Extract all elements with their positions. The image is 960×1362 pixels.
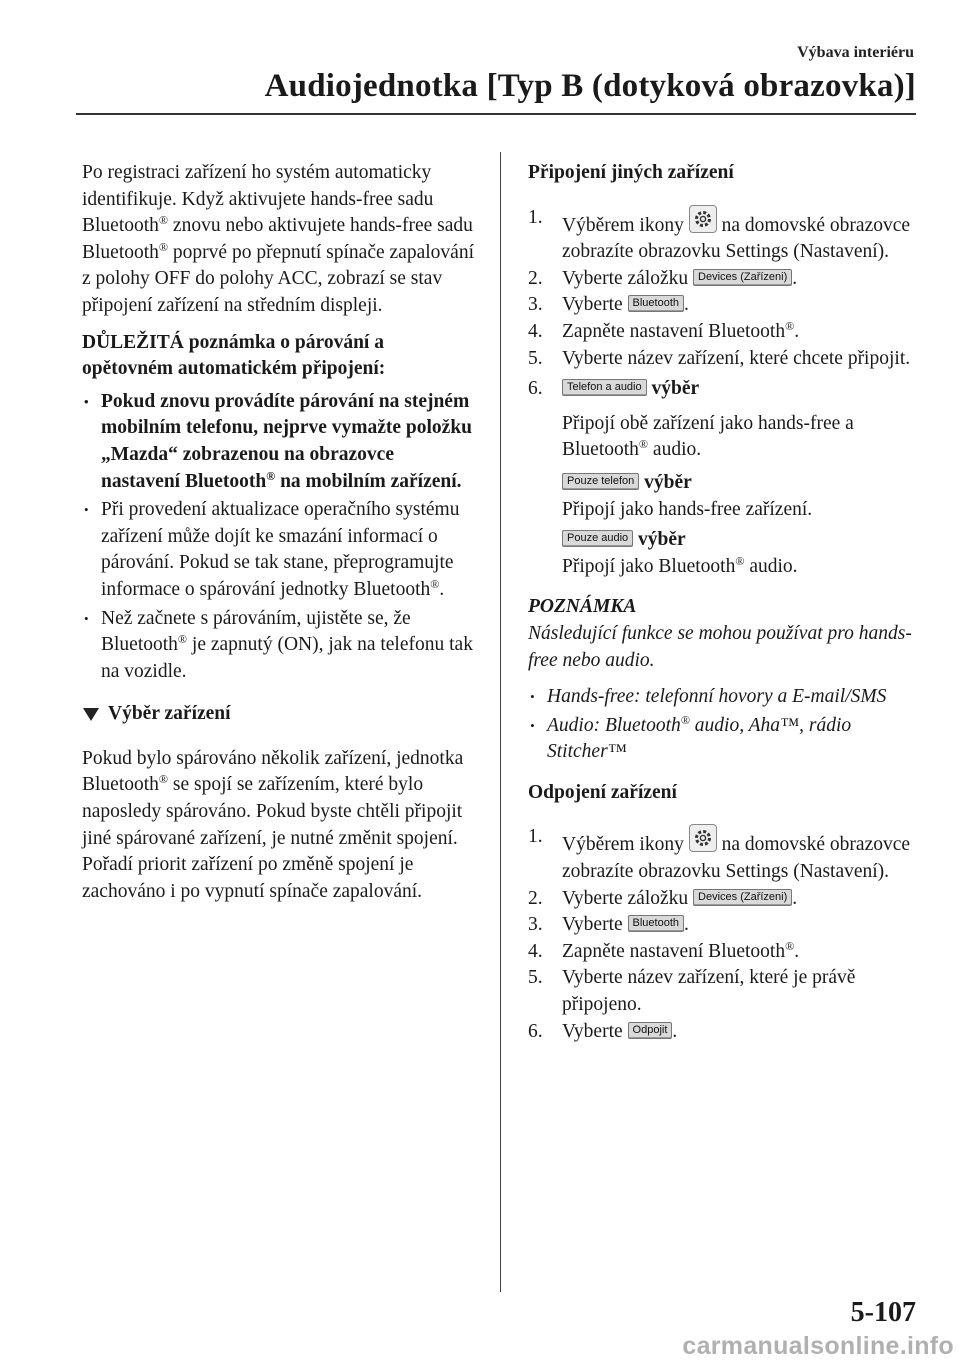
list-item: 2. Vyberte záložku Devices (Zařízeni) . (528, 887, 798, 909)
important-bullets (82, 389, 477, 686)
connect-heading: Připojení jiných zařízení (528, 162, 734, 183)
list-item: • Audio: Bluetooth® audio, Aha™, rádio Stitcher™ (528, 713, 920, 766)
intro-paragraph: Po registraci zařízení ho systém automaticky identifikuje. Když aktivujete hands-free sadu Bluetooth® znovu nebo aktivujete hands-free sadu Bluetooth® poprvé po přepnutí spínače zapalování z polohy OFF do polohy ACC, zobrazí se stav připojení zařízení na středním displeji. (82, 162, 474, 316)
bluetooth-button: Bluetooth (628, 915, 684, 932)
page-title: Audiojednotka [Typ B (dotyková obrazovka)] (264, 68, 916, 104)
note-text: Následující funkce se mohou používat pro hands-free nebo audio. (528, 622, 912, 671)
list-item: • Hands-free: telefonní hovory a E-mail/SMS (528, 684, 920, 711)
device-selection-paragraph: Pokud bylo spárováno několik zařízení, jednotka Bluetooth® se spojí se zařízením, které bylo naposledy spárováno. Pokud byste chtěli připojit jiné spárované zařízení, je nutné změnit spojení. Pořadí priorit zařízení po změně spojení je zachováno i po vypnutí spínače zapalování. (82, 747, 464, 902)
disconnect-heading: Odpojení zařízení (528, 781, 677, 803)
list-item: 6. Telefon a audio výběr (528, 378, 700, 400)
left-column (82, 160, 477, 912)
disconnect-steps (528, 824, 920, 1045)
header-rule (76, 113, 916, 115)
list-item: • Při provedení aktualizace operačního systému zařízení může dojít ke smazání informací o párování. Pokud se tak stane, přeprogramujte informace o spárování jednotky Bluetooth®. (82, 497, 477, 603)
audio-only-button: Pouze audio (562, 530, 633, 547)
header-section-label: Výbava interiéru (797, 44, 914, 61)
list-item: • Pokud znovu provádíte párování na stejném mobilním telefonu, nejprve vymažte položku „Mazda“ zobrazenou na obrazovce nastavení Bluetooth® na mobilním zařízení. (82, 389, 477, 495)
option-audio-only-desc: Připojí jako Bluetooth® audio. (562, 553, 798, 577)
list-item: 6. Vyberte Odpojit . (528, 1020, 678, 1042)
list-item: 5. Vyberte název zařízení, které je právě připojeno. (528, 967, 856, 1016)
right-column (528, 160, 920, 1053)
list-item: • Než začnete s párováním, ujistěte se, že Bluetooth® je zapnutý (ON), jak na telefonu tak na vozidle. (82, 606, 477, 686)
connect-steps (528, 205, 920, 403)
list-item: 3. Vyberte Bluetooth . (528, 914, 689, 936)
watermark: carmanualsonline.info (682, 1332, 954, 1360)
option-phone-only: Pouze telefon výběr (528, 470, 920, 497)
important-note-heading: DŮLEŽITÁ poznámka o párování a opětovném automatickém připojení: (82, 331, 386, 380)
list-item: 4. Zapněte nastavení Bluetooth®. (528, 318, 800, 342)
disconnect-button: Odpojit (628, 1022, 673, 1039)
gear-icon (689, 824, 717, 852)
option-phone-only-desc: Připojí jako hands-free zařízení. (562, 498, 813, 520)
triangle-marker-icon (83, 708, 99, 721)
page-number: 5-107 (850, 1297, 916, 1328)
devices-tab-button: Devices (Zařízeni) (693, 269, 792, 286)
gear-icon (689, 205, 717, 233)
devices-tab-button: Devices (Zařízeni) (693, 889, 792, 906)
option-phone-audio-desc: Připojí obě zařízení jako hands-free a Bluetooth® audio. (562, 412, 854, 461)
list-item: 1. Výběrem ikony na domovské obrazovce zobrazíte obrazovku Settings (Nastavení). (528, 206, 911, 263)
section-heading-device-selection: Výběr zařízení (82, 701, 477, 728)
list-item: 4. Zapněte nastavení Bluetooth®. (528, 938, 800, 962)
list-item: 1. Výběrem ikony na domovské obrazovce zobrazíte obrazovku Settings (Nastavení). (528, 826, 911, 883)
list-item: 2. Vyberte záložku Devices (Zařízeni) . (528, 267, 798, 289)
note-bullets (528, 684, 920, 766)
list-item: 3. Vyberte Bluetooth . (528, 294, 689, 316)
note-heading: POZNÁMKA (528, 596, 637, 618)
column-divider (500, 152, 501, 1292)
phone-and-audio-button: Telefon a audio (562, 379, 647, 396)
bluetooth-button: Bluetooth (628, 295, 684, 312)
list-item: 5. Vyberte název zařízení, které chcete připojit. (528, 347, 911, 369)
option-audio-only: Pouze audio výběr (528, 527, 920, 554)
phone-only-button: Pouze telefon (562, 473, 639, 490)
